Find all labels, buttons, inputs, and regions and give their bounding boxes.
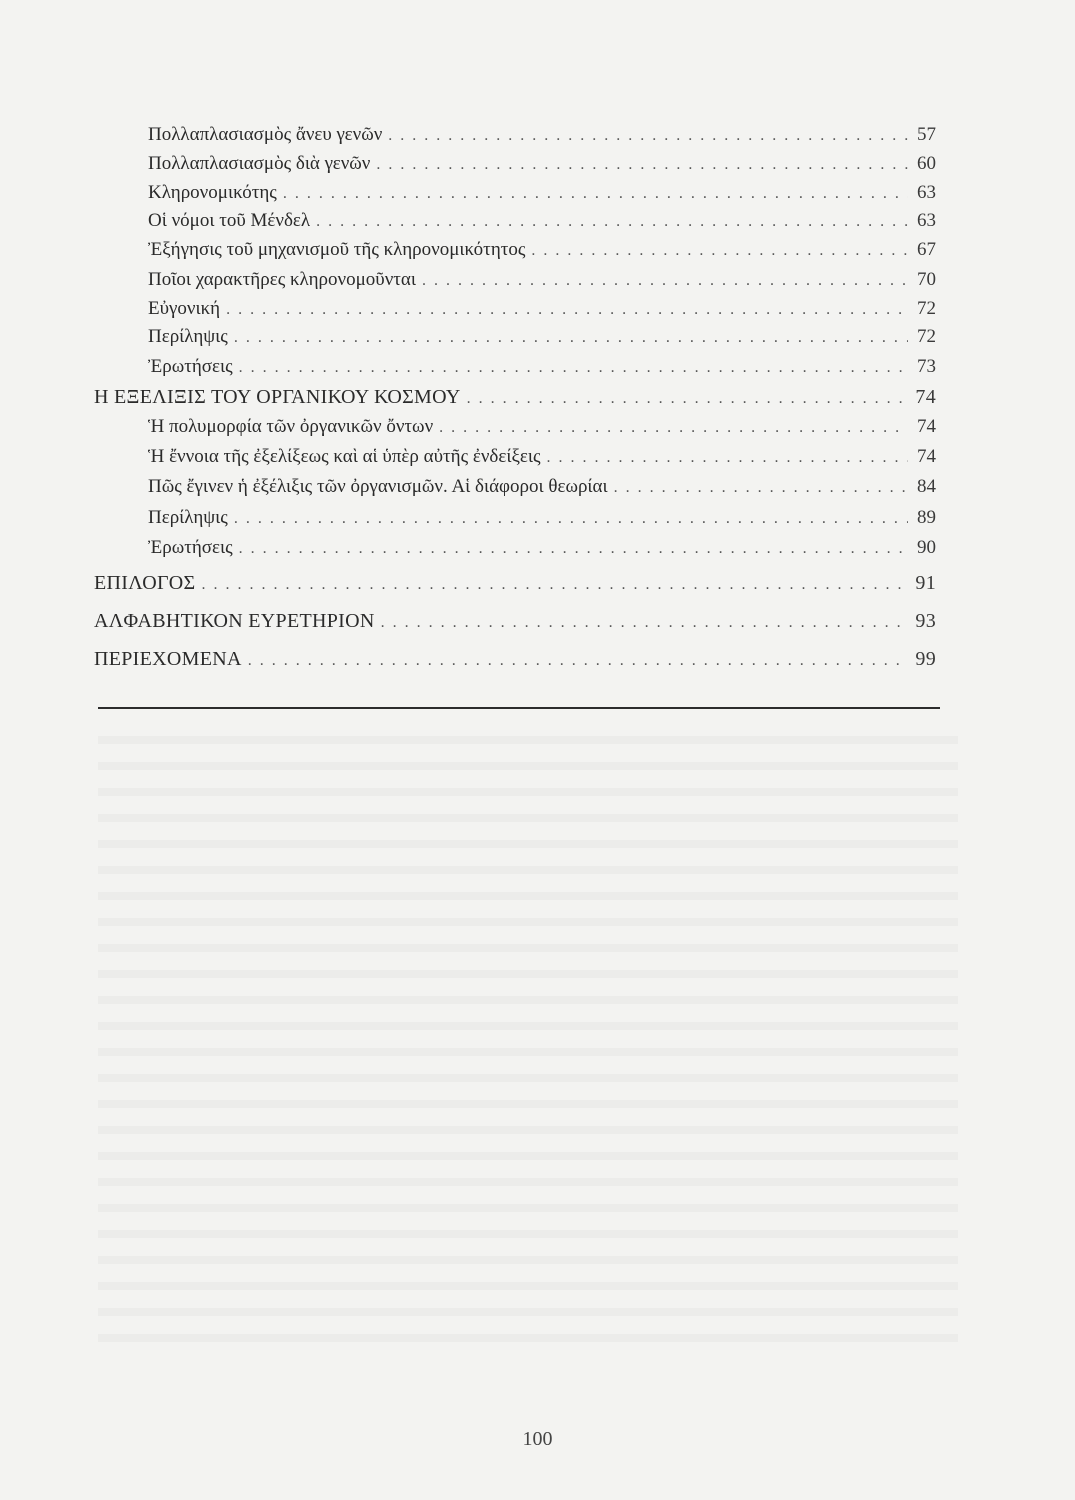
toc-entry-title: Περίληψις [148,326,228,347]
toc-entry [148,206,936,236]
toc-entry [148,149,936,179]
leader-dots [248,646,908,676]
toc-entry-title: ΠΕΡΙΕΧΟΜΕΝΑ [94,648,242,670]
leader-dots [376,150,908,180]
toc-entry-page: 74 [917,416,936,437]
toc-entry [148,178,936,208]
toc-entry-title: Ἐρωτήσεις [148,537,233,558]
toc-entry-title: ΕΠΙΛΟΓΟΣ [94,572,196,594]
leader-dots [422,266,908,296]
leader-dots [531,236,908,266]
leader-dots [234,504,908,534]
toc-entry-title: Πολλαπλασιασμὸς διὰ γενῶν [148,153,371,174]
horizontal-rule [98,707,940,709]
toc-entry-page: 72 [917,326,936,347]
leader-dots [234,323,908,353]
toc-entry-page: 57 [917,124,936,145]
toc-entry-page: 74 [915,386,936,408]
toc-entry [148,442,936,472]
toc-entry-page: 89 [917,507,936,528]
leader-dots [614,473,908,503]
toc-section-heading [94,644,936,674]
bleed-through-texture [98,718,958,1358]
toc-entry-title: Πολλαπλασιασμὸς ἄνευ γενῶν [148,124,383,145]
toc-entry-page: 84 [917,476,936,497]
toc-entry-page: 91 [915,572,936,594]
toc-entry-page: 93 [915,610,936,632]
toc-entry-title: ΑΛΦΑΒΗΤΙΚΟΝ ΕΥΡΕΤΗΡΙΟΝ [94,610,375,632]
leader-dots [316,207,908,237]
toc-entry-title: Ἐξήγησις τοῦ μηχανισμοῦ τῆς κληρονομικότητος [148,239,526,260]
toc-entry-page: 99 [915,648,936,670]
toc-section-heading [94,606,936,636]
toc-entry-title: Ἡ πολυμορφία τῶν ὀργανικῶν ὄντων [148,416,434,437]
leader-dots [388,121,908,151]
toc-entry-title: Η ΕΞΕΛΙΞΙΣ ΤΟΥ ΟΡΓΑΝΙΚΟΥ ΚΟΣΜΟΥ [94,386,461,408]
toc-entry-title: Κληρονομικότης [148,182,277,203]
toc-entry-title: Εὐγονική [148,298,221,319]
toc-entry [148,352,936,382]
toc-entry-page: 90 [917,537,936,558]
toc-entry-title: Πῶς ἔγινεν ἡ ἐξέλιξις τῶν ὀργανισμῶν. Αἱ διάφοροι θεωρίαι [148,476,608,497]
leader-dots [439,413,908,443]
toc-entry-title: Περίληψις [148,507,228,528]
toc-entry-page: 70 [917,269,936,290]
toc-entry-page: 73 [917,356,936,377]
toc-entry [148,322,936,352]
leader-dots [283,179,908,209]
leader-dots [202,570,909,600]
toc-entry [148,235,936,265]
toc-entry [148,533,936,563]
toc-entry-title: Οἱ νόμοι τοῦ Μένδελ [148,210,311,231]
page-number: 100 [522,1428,553,1450]
leader-dots [381,608,908,638]
toc-entry [148,472,936,502]
toc-section-heading [94,568,936,598]
toc-entry-title: Ποῖοι χαρακτῆρες κληρονομοῦνται [148,269,416,290]
toc-entry-page: 72 [917,298,936,319]
toc-entry-title: Ἐρωτήσεις [148,356,233,377]
toc-entry-title: Ἡ ἔννοια τῆς ἐξελίξεως καὶ αἱ ὑπὲρ αὐτῆς ἐνδείξεις [148,446,541,467]
toc-section-heading [94,382,936,412]
toc-entry-page: 67 [917,239,936,260]
toc-entry-page: 60 [917,153,936,174]
toc-entry-page: 63 [917,210,936,231]
leader-dots [547,443,908,473]
toc-entry [148,503,936,533]
toc-entry [148,120,936,150]
leader-dots [467,384,908,414]
leader-dots [226,295,908,325]
toc-entry [148,294,936,324]
leader-dots [239,534,908,564]
leader-dots [239,353,908,383]
toc-entry [148,412,936,442]
toc-entry-page: 74 [917,446,936,467]
toc-entry [148,265,936,295]
toc-entry-page: 63 [917,182,936,203]
